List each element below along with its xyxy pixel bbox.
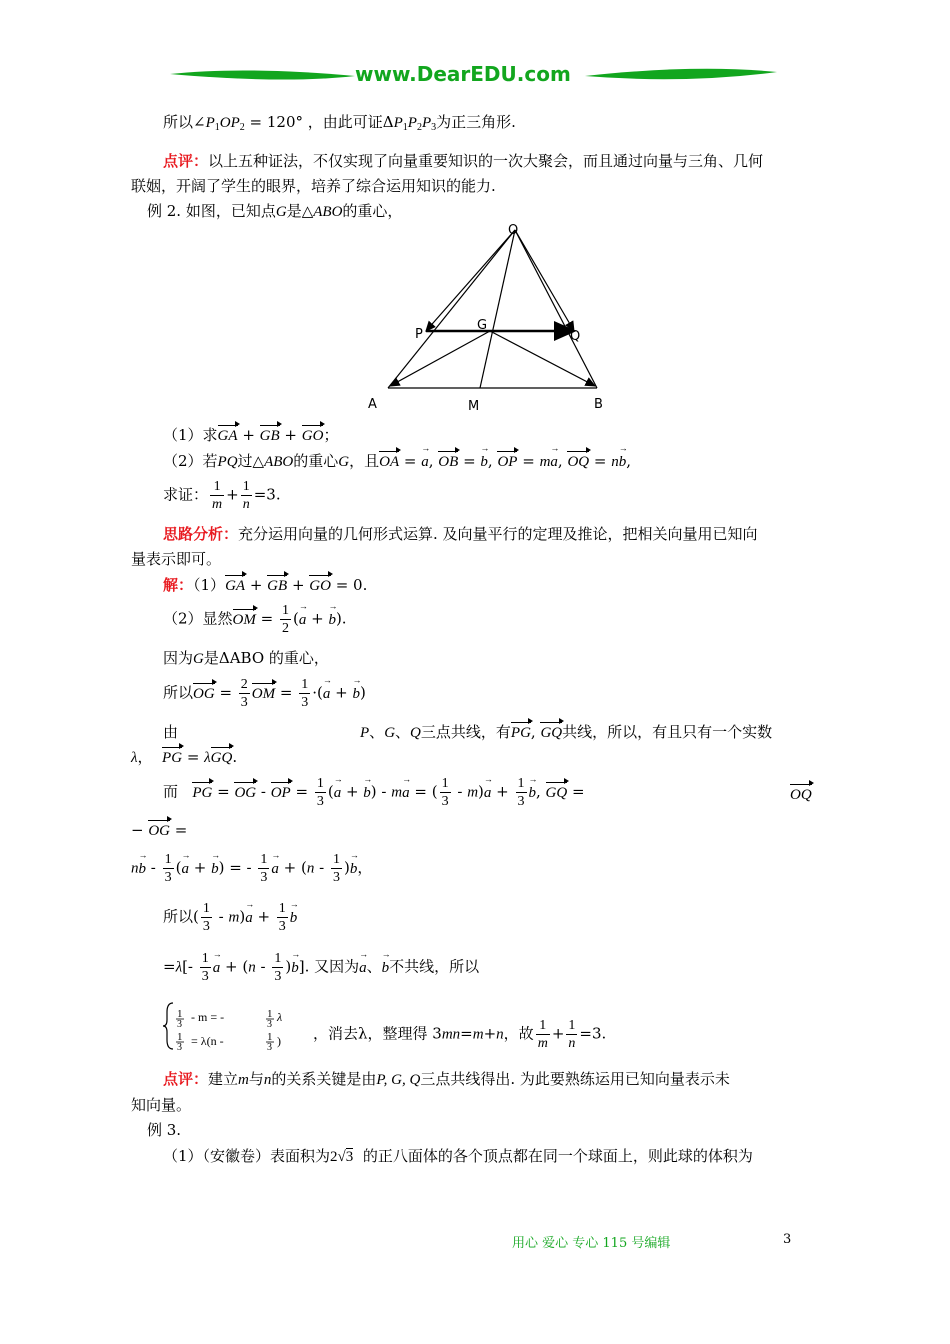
svg-text:1: 1 [177, 1008, 183, 1020]
label-A: A [368, 397, 377, 412]
question-1: （1）求GA + GB + GO； [163, 426, 339, 444]
svg-text:): ) [277, 1034, 281, 1048]
pg-expansion: 而 PG = OG - OP = $\frac{1}{3}$ (→ a + → b) - m→ a = ( $\frac{1}{3}$ - m)→ a + $\frac{1}{3}$ → b, GQ = [163, 775, 585, 810]
label-B: B [594, 397, 603, 412]
label-G: G [477, 318, 488, 333]
line-angle: 所以$\angle P_1OP_2 = 120^\circ$ ，由此可证$\Delta P_1P_2P_3$为正三角形. [163, 113, 516, 133]
analysis-line2: 量表示即可。 [131, 550, 222, 568]
comment-2-line1: 点评：建立m与n的关系关键是由P, G, Q三点共线得出. 为此要熟练运用已知向量表示未 [163, 1070, 730, 1088]
because-line: 因为G是ΔABO 的重心， [163, 649, 329, 667]
solution-1: 解：（1）GA + GB + GO = 0. [163, 576, 368, 594]
svg-text:= λ(n -: = λ(n - [191, 1034, 224, 1048]
oq-term: OQ [790, 787, 812, 803]
svg-text:3: 3 [267, 1019, 272, 1030]
by-label: 由 [163, 723, 179, 741]
comment-1-line2: 联姻，开阔了学生的眼界，培养了综合运用知识的能力. [131, 177, 496, 195]
site-title: www.DearEDU.com [355, 62, 571, 86]
example-3-q1: （1）（安徽卷）表面积为2√3 的正八面体的各个顶点都在同一个球面上，则此球的体积为 [163, 1147, 753, 1165]
eliminate-line: ，消去λ，整理得 3mn=m+n，故 $\frac{1}{m}$ + $\frac{1}{n}$ =3. [313, 1018, 607, 1051]
prove-statement: 求证： $\frac{1}{m}$ + $\frac{1}{n}$ =3. [163, 479, 281, 512]
label-O: O [508, 223, 519, 238]
svg-text:1: 1 [267, 1031, 273, 1043]
analysis-line1: 思路分析：充分运用向量的几何形式运算. 及向量平行的定理及推论，把相关向量用已知向 [163, 525, 758, 543]
footer-text: 用心 爱心 专心 115 号编辑 [512, 1236, 671, 1251]
svg-text:λ: λ [277, 1010, 283, 1024]
label-P: P [415, 327, 423, 342]
equality-left: 所以( $\frac{1}{3}$ - m)→ a + $\frac{1}{3}$ → b [163, 900, 297, 935]
svg-text:- m = -: - m = - [191, 1010, 225, 1024]
label-M: M [468, 399, 480, 414]
og-line: 所以OG = $\frac{2}{3}$ OM = $\frac{1}{3}$ ·(→ a + → b) [163, 676, 366, 711]
equality-right: =λ[- $\frac{1}{3}$ → a + (n - $\frac{1}{3}$ )→ b]. 又因为→ a、→ b不共线，所以 [163, 950, 479, 985]
triangle-figure [360, 218, 620, 418]
system-brace [163, 1000, 323, 1052]
svg-text:3: 3 [177, 1042, 182, 1052]
svg-text:3: 3 [267, 1042, 272, 1052]
svg-text:1: 1 [177, 1031, 183, 1043]
svg-text:3: 3 [177, 1019, 182, 1030]
comment-2-line2: 知向量。 [131, 1096, 192, 1114]
solution-2: （2）显然OM = $\frac{1}{2}$ (→ a + → b). [163, 602, 347, 637]
equation-system [163, 1000, 323, 1052]
label-Q: Q [570, 329, 581, 344]
svg-text:1: 1 [267, 1008, 273, 1020]
gq-expansion: n→ b - $\frac{1}{3}$ (→ a + → b) = - $\frac{1}{3}$ → a + (n - $\frac{1}{3}$ )→ b， [131, 851, 372, 886]
og-term: − OG = [131, 821, 188, 839]
lambda-line: λ， PG = λGQ. [131, 748, 238, 766]
comment-1-line1: 点评：以上五种证法，不仅实现了向量重要知识的一次大聚会，而且通过向量与三角、几何 [163, 152, 764, 170]
question-2: （2）若PQ过△ABO的重心G，且OA = → a, OB = → b, OP = m→ a, OQ = n→ b, [163, 450, 631, 471]
collinear-line: P、G、Q三点共线，有PG, GQ共线，所以，有且只有一个实数 [360, 723, 773, 741]
page-number: 3 [783, 1232, 792, 1247]
example-2-heading: 例 2. 如图，已知点G是△ABO的重心， [147, 202, 403, 220]
example-3-heading: 例 3. [147, 1121, 182, 1139]
